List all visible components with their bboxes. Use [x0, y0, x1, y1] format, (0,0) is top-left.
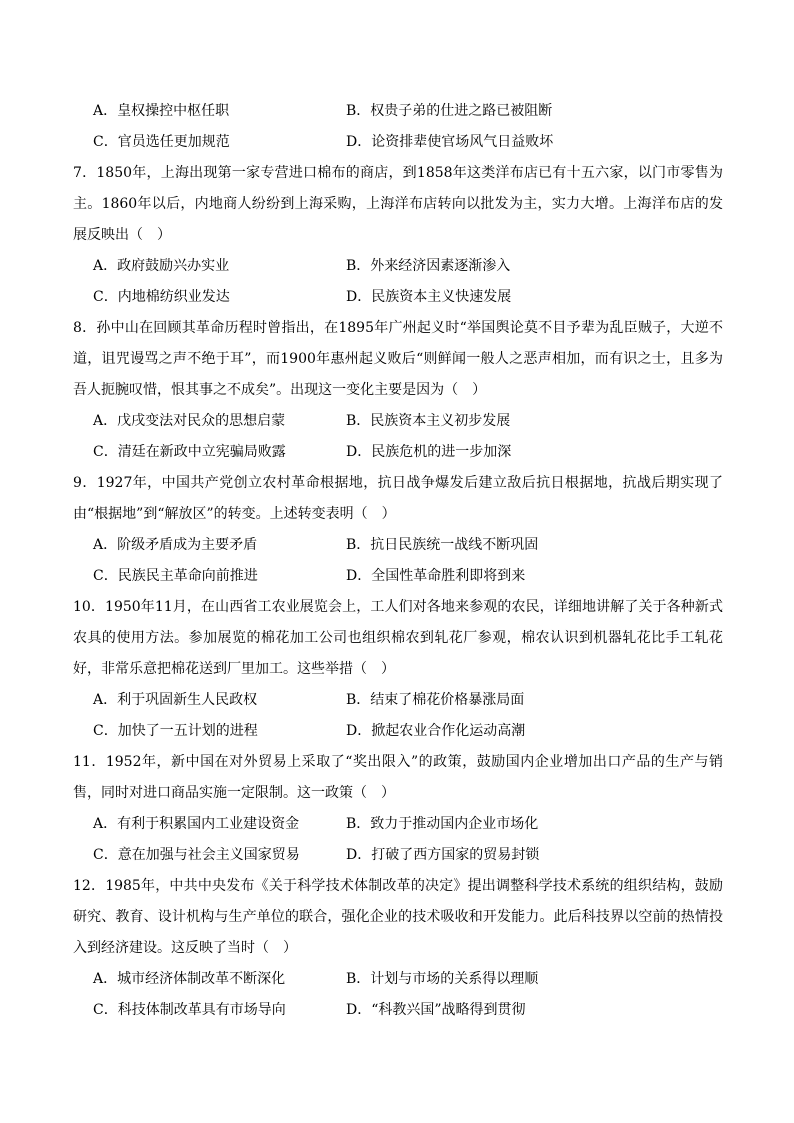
q9-options-row-2: [73, 561, 723, 592]
q11-options-row-1: [73, 809, 723, 840]
q10-stem: 10．1950年11月，在山西省工农业展览会上，工人们对各地来参观的农民，详细地讲解了关于各种新式农具的使用方法。参加展览的棉花加工公司也组织棉农到轧花厂参观，棉农认识到机器轧花比手工轧花好，非常乐意把棉花送到厂里加工。这些举措（ ）: [73, 599, 723, 677]
question-12: [73, 871, 723, 1026]
q9-option-a: A．阶级矛盾成为主要矛盾: [93, 537, 258, 553]
q11-option-a: A．有利于积累国内工业建设资金: [93, 816, 300, 832]
question-7: [73, 158, 723, 313]
q12-option-a: A．城市经济体制改革不断深化: [93, 971, 286, 987]
q9-options-row-1: [73, 530, 723, 561]
q8-option-d: D．民族危机的进一步加深: [346, 444, 512, 460]
q6-options-row-1: [73, 96, 723, 127]
q7-options-row-1: [73, 251, 723, 282]
q7-stem: 7．1850年，上海出现第一家专营进口棉布的商店，到1858年这类洋布店已有十五六家，以门市零售为主。1860年以后，内地商人纷纷到上海采购，上海洋布店转向以批发为主，实力大增。上海洋布店的发展反映出（ ）: [73, 165, 723, 243]
q6-option-b: B．权贵子弟的仕进之路已被阻断: [346, 103, 553, 119]
q10-options-row-1: [73, 685, 723, 716]
question-9: [73, 468, 723, 592]
q8-options-row-2: [73, 437, 723, 468]
q9-option-d: D．全国性革命胜利即将到来: [346, 568, 526, 584]
q10-option-a: A．利于巩固新生人民政权: [93, 692, 258, 708]
q10-option-b: B．结束了棉花价格暴涨局面: [346, 692, 525, 708]
q7-option-b: B．外来经济因素逐渐渗入: [346, 258, 511, 274]
q11-option-d: D．打破了西方国家的贸易封锁: [346, 847, 540, 863]
q9-stem: 9．1927年，中国共产党创立农村革命根据地，抗日战争爆发后建立敌后抗日根据地，抗战后期实现了由“根据地”到“解放区”的转变。上述转变表明（ ）: [73, 475, 723, 522]
question-11: [73, 747, 723, 871]
q8-options-row-1: [73, 406, 723, 437]
q10-option-d: D．掀起农业合作化运动高潮: [346, 723, 526, 739]
q9-option-b: B．抗日民族统一战线不断巩固: [346, 537, 539, 553]
q6-option-a: A．皇权操控中枢任职: [93, 103, 230, 119]
q7-option-a: A．政府鼓励兴办实业: [93, 258, 230, 274]
q8-option-b: B．民族资本主义初步发展: [346, 413, 511, 429]
q12-options-row-1: [73, 964, 723, 995]
q12-option-c: C．科技体制改革具有市场导向: [93, 1002, 286, 1018]
q12-stem: 12．1985年，中共中央发布《关于科学技术体制改革的决定》提出调整科学技术系统的组织结构，鼓励研究、教育、设计机构与生产单位的联合，强化企业的技术吸收和开发能力。此后科技界以空前的热情投入到经济建设。这反映了当时（ ）: [73, 878, 723, 956]
q8-option-c: C．清廷在新政中立宪骗局败露: [93, 444, 286, 460]
q6-option-c: C．官员选任更加规范: [93, 134, 230, 150]
page-content: [73, 96, 723, 1026]
q9-option-c: C．民族民主革命向前推进: [93, 568, 258, 584]
question-10: [73, 592, 723, 747]
q12-option-d: D．“科教兴国”战略得到贯彻: [346, 1002, 526, 1018]
q12-options-row-2: [73, 995, 723, 1026]
q6-option-d: D．论资排辈使官场风气日益败坏: [346, 134, 554, 150]
q8-stem: 8．孙中山在回顾其革命历程时曾指出，在1895年广州起义时“举国舆论莫不目予辈为乱臣贼子，大逆不道，诅咒谩骂之声不绝于耳”，而1900年惠州起义败后“则鲜闻一般人之恶声相加，而有识之士，且多为吾人扼腕叹惜，恨其事之不成矣”。出现这一变化主要是因为（ ）: [73, 320, 723, 398]
q11-option-c: C．意在加强与社会主义国家贸易: [93, 847, 300, 863]
q8-option-a: A．戊戌变法对民众的思想启蒙: [93, 413, 286, 429]
q10-option-c: C．加快了一五计划的进程: [93, 723, 258, 739]
question-8: [73, 313, 723, 468]
q7-options-row-2: [73, 282, 723, 313]
q6-options-row-2: [73, 127, 723, 158]
q12-option-b: B．计划与市场的关系得以理顺: [346, 971, 539, 987]
q7-option-d: D．民族资本主义快速发展: [346, 289, 512, 305]
q11-stem: 11．1952年，新中国在对外贸易上采取了“奖出限入”的政策，鼓励国内企业增加出口产品的生产与销售，同时对进口商品实施一定限制。这一政策（ ）: [73, 754, 723, 801]
q11-options-row-2: [73, 840, 723, 871]
q10-options-row-2: [73, 716, 723, 747]
q11-option-b: B．致力于推动国内企业市场化: [346, 816, 539, 832]
q7-option-c: C．内地棉纺织业发达: [93, 289, 230, 305]
